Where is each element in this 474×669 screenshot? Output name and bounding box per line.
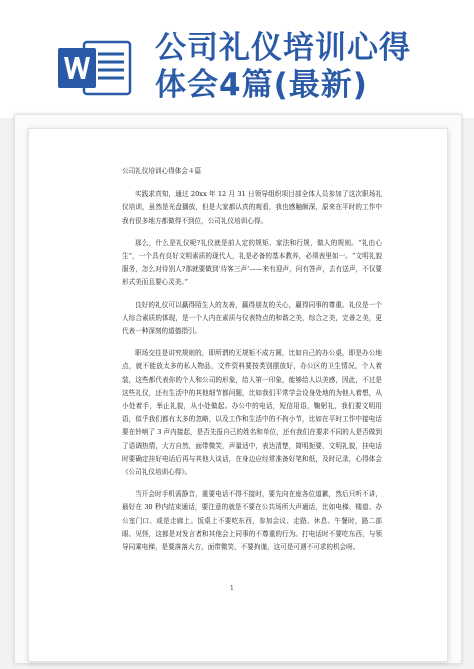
paragraph: 良好的礼仪可以赢得陌生人的友善，赢得朋友的关心，赢得同事的尊重。礼仪是一个人综合素质的体现，是一个人内在素质与仪表特点的和谐之美，综合之美，完善之美，更代表一种深刻的道德指引。 <box>122 300 382 336</box>
document-body <box>122 165 382 563</box>
paragraph: 当开会时手机需静音，重要电话不得不接时，要先向在座各位道歉，然后只听不讲，最好在 30 秒内结束通话，要注意的就是不要在公共场所大声通话，比如电梯、楼道、办公室门口、或是走廊上。饭桌上不要吃东西，参加会议、走路、休息、午餐时，路二部眼、见怪，这都是对发言者和其他会上同事的不尊重的行为。打电话时不要吃东西，与领导同乘电梯，是要落落大方，面带微笑，不要拘谨，这可是可遇不可求的机会呀。 <box>122 490 382 552</box>
document-heading: 公司礼仪培训心得体会４篇 <box>122 167 202 175</box>
title-line-1: 公司礼仪培训心得 <box>155 30 411 66</box>
paragraph: 职场交往是讲究规则的，即所谓的无规矩不成方圆，比如自己的办公桌，即是办公地点，就不能放太多的私人物品，文件资料要按类别摆放好，办公区的卫生情况，个人着装，这些都代表你的个人和公司的形象，给人第一印象，能够给人以美感，因此，不过是这些礼仪，还有生活中的其他细节都问题，比如我们平常学会设身处地的为他人着想，从小处着手，举止礼貌，从小处做起。办公中的电话，短信用语，鞠躬礼，我们要文明用语，似乎我们都有太多的忽略，以及工作和生活中的不拘小节，比如在平时工作中接电话要在铃响了 3 声内接起，是否先报自己的姓名和单位，还有我们在要求不同的人是否做到了语调热情，大方自然，面带微笑，声量适中，表达清楚，简明扼要，文明礼貌，挂电话时要确定挂好电话后再与其他人谈话，在身边应经常准备好笔和纸，及时记录，心得体会《公司礼仪培训心得》。 <box>122 349 382 477</box>
document-page <box>28 128 448 662</box>
title-line-2: 体会4篇(最新) <box>155 67 368 103</box>
word-document-icon <box>56 40 132 96</box>
header-banner <box>0 0 474 118</box>
page-title <box>155 30 465 104</box>
page-number: 1 <box>230 585 234 592</box>
paragraph: 实践求真知，通过 20xx 年 12 月 31 日领导组织项目部全体人员参加了这次职场礼仪培训，虽然是光盘播放，但是大家都认真的观看，我也感触颇深，原来在平时的工作中我有很多地方都做得不到位，公司礼仪培训心得。 <box>122 190 382 225</box>
paragraph: 那么，什么是礼仪呢?礼仪就是前人定的规矩、家法和行规，做人的规则。“礼由心生”，一个具有良好文明素质的现代人，礼是必备的基本教养，必须表里如一。“文明礼貌服务，怎么对待别人?那就要做到‘待客三声’——来有迎声，问有答声，去有送声，不仅要形式美而且要心灵美。” <box>122 238 382 287</box>
